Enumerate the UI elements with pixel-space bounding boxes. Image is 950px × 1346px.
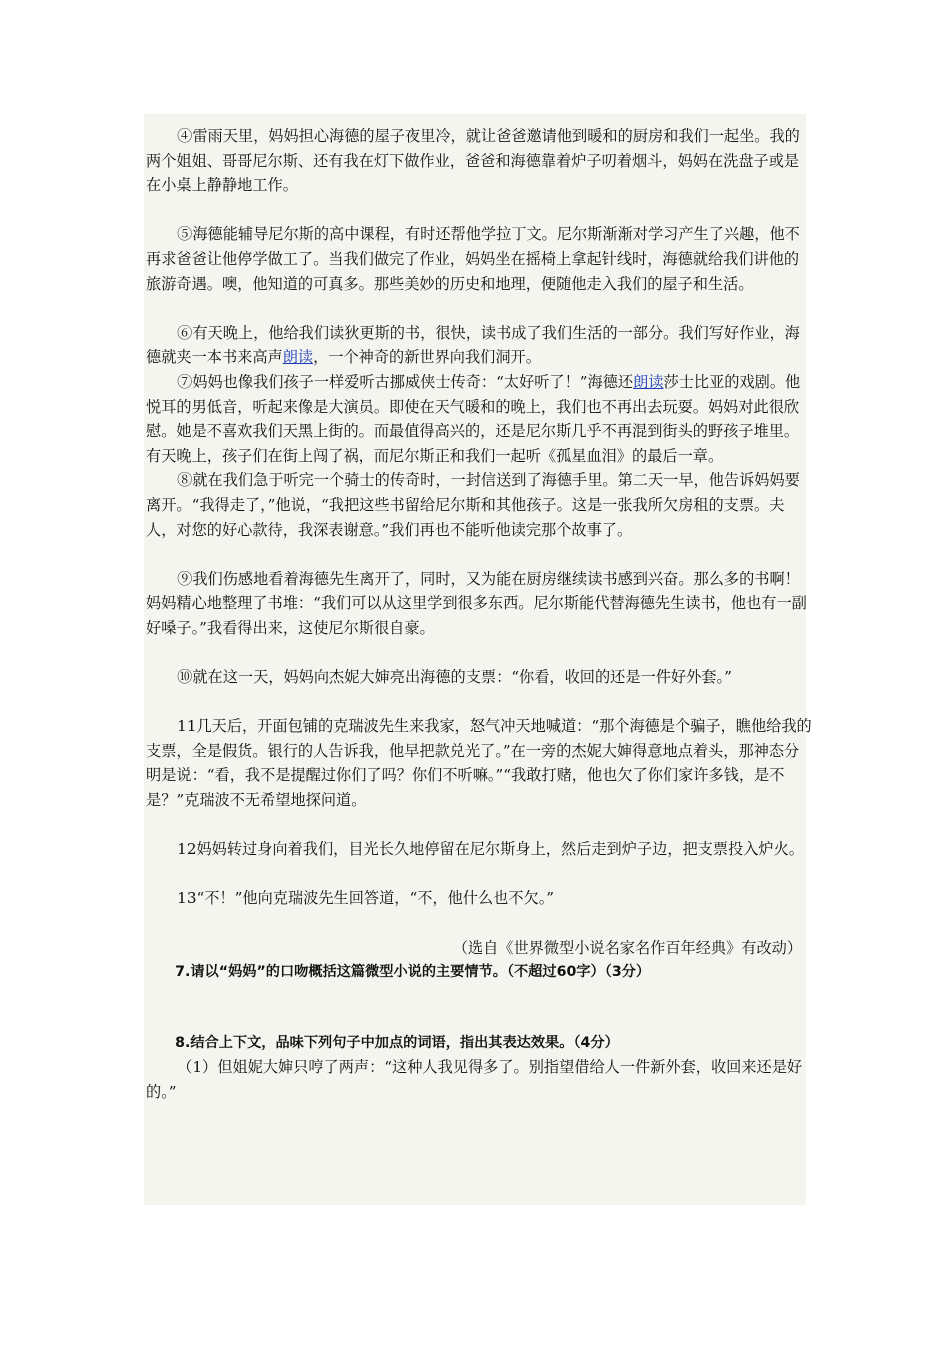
article-body [146, 124, 814, 1105]
paragraph-7-text-a: ⑦妈妈也像我们孩子一样爱听古挪威侠士传奇：“太好听了！”海德还 [177, 372, 634, 391]
paragraph-5: ⑤海德能辅导尼尔斯的高中课程，有时还帮他学拉丁文。尼尔斯渐渐对学习产生了兴趣，他不再求爸爸让他停学做工了。当我们做完了作业，妈妈坐在摇椅上拿起针线时，海德就给我们讲他的旅游奇遇。噢，他知道的可真多。那些美妙的历史和地理，便随他走入我们的屋子和生活。 [146, 225, 800, 293]
paragraph-4: ④雷雨天里，妈妈担心海德的屋子夜里冷，就让爸爸邀请他到暖和的厨房和我们一起坐。我的两个姐姐、哥哥尼尔斯、还有我在灯下做作业，爸爸和海德靠着炉子叨着烟斗，妈妈在洗盘子或是在小桌上静静地工作。 [146, 127, 800, 195]
paragraph-11: 11几天后，开面包铺的克瑞波先生来我家，怒气冲天地喊道：“那个海德是个骗子，瞧他给我的支票，全是假货。银行的人告诉我，他早把款兑光了。”在一旁的杰妮大婶得意地点着头，那神态分明是说：“看，我不是提醒过你们了吗？你们不听嘛。”“我敢打赌，他也欠了你们家许多钱，是不是？”克瑞波不无希望地探问道。 [146, 717, 812, 810]
paragraph-7 [146, 370, 814, 468]
question-8: 8.结合上下文，品味下列句子中加点的词语，指出其表达效果。（4分） [175, 1034, 619, 1051]
paragraph-6-text-b: ，一个神奇的新世界向我们洞开。 [313, 348, 541, 367]
paragraph-10: ⑩就在这一天，妈妈向杰妮大婶亮出海德的支票：“你看，收回的还是一件好外套。” [177, 668, 732, 687]
paragraph-12: 12妈妈转过身向着我们，目光长久地停留在尼尔斯身上，然后走到炉子边，把支票投入炉火。 [177, 840, 804, 859]
paragraph-9: ⑨我们伤感地看着海德先生离开了，同时，又为能在厨房继续读书感到兴奋。那么多的书啊！妈妈精心地整理了书堆：“我们可以从这里学到很多东西。尼尔斯能代替海德先生读书，他也有一副好嗓子。”我看得出来，这使尼尔斯很自豪。 [146, 569, 807, 637]
read-aloud-link[interactable]: 朗读 [282, 348, 314, 367]
question-7: 7.请以“妈妈”的口吻概括这篇微型小说的主要情节。（不超过60字）（3分） [175, 964, 651, 981]
paragraph-7-text-b: 莎士比亚的戏剧。他悦耳的男低音，听起来像是大演员。即使在天气暖和的晚上，我们也不再出去玩耍。妈妈对此很欣慰。她是不喜欢我们天黑上街的。而最值得高兴的，还是尼尔斯几乎不再混到街头的野孩子堆里。有天晚上，孩子们在街上闯了祸，而尼尔斯正和我们一起听《孤星血泪》的最后一章。 [146, 372, 801, 465]
read-aloud-link-2[interactable]: 朗读 [633, 372, 664, 391]
source-citation: （选自《世界微型小说名家名作百年经典》有改动） [452, 938, 802, 957]
question-8-item-1: （1）但姐妮大婶只哼了两声：“这种人我见得多了。别指望借给人一件新外套，收回来还是好的。” [146, 1058, 803, 1101]
paragraph-6 [146, 321, 814, 370]
paragraph-6-text-a: ⑥有天晚上，他给我们读狄更斯的书，很快，读书成了我们生活的一部分。我们写好作业，海德就夹一本书来高声 [146, 323, 800, 367]
paragraph-13: 13“不！”他向克瑞波先生回答道，“不，他什么也不欠。” [177, 889, 555, 908]
paragraph-8: ⑧就在我们急于听完一个骑士的传奇时，一封信送到了海德手里。第二天一早，他告诉妈妈要离开。“我得走了，”他说，“我把这些书留给尼尔斯和其他孩子。这是一张我所欠房租的支票。夫人，对您的好心款待，我深表谢意。”我们再也不能听他读完那个故事了。 [146, 471, 800, 539]
